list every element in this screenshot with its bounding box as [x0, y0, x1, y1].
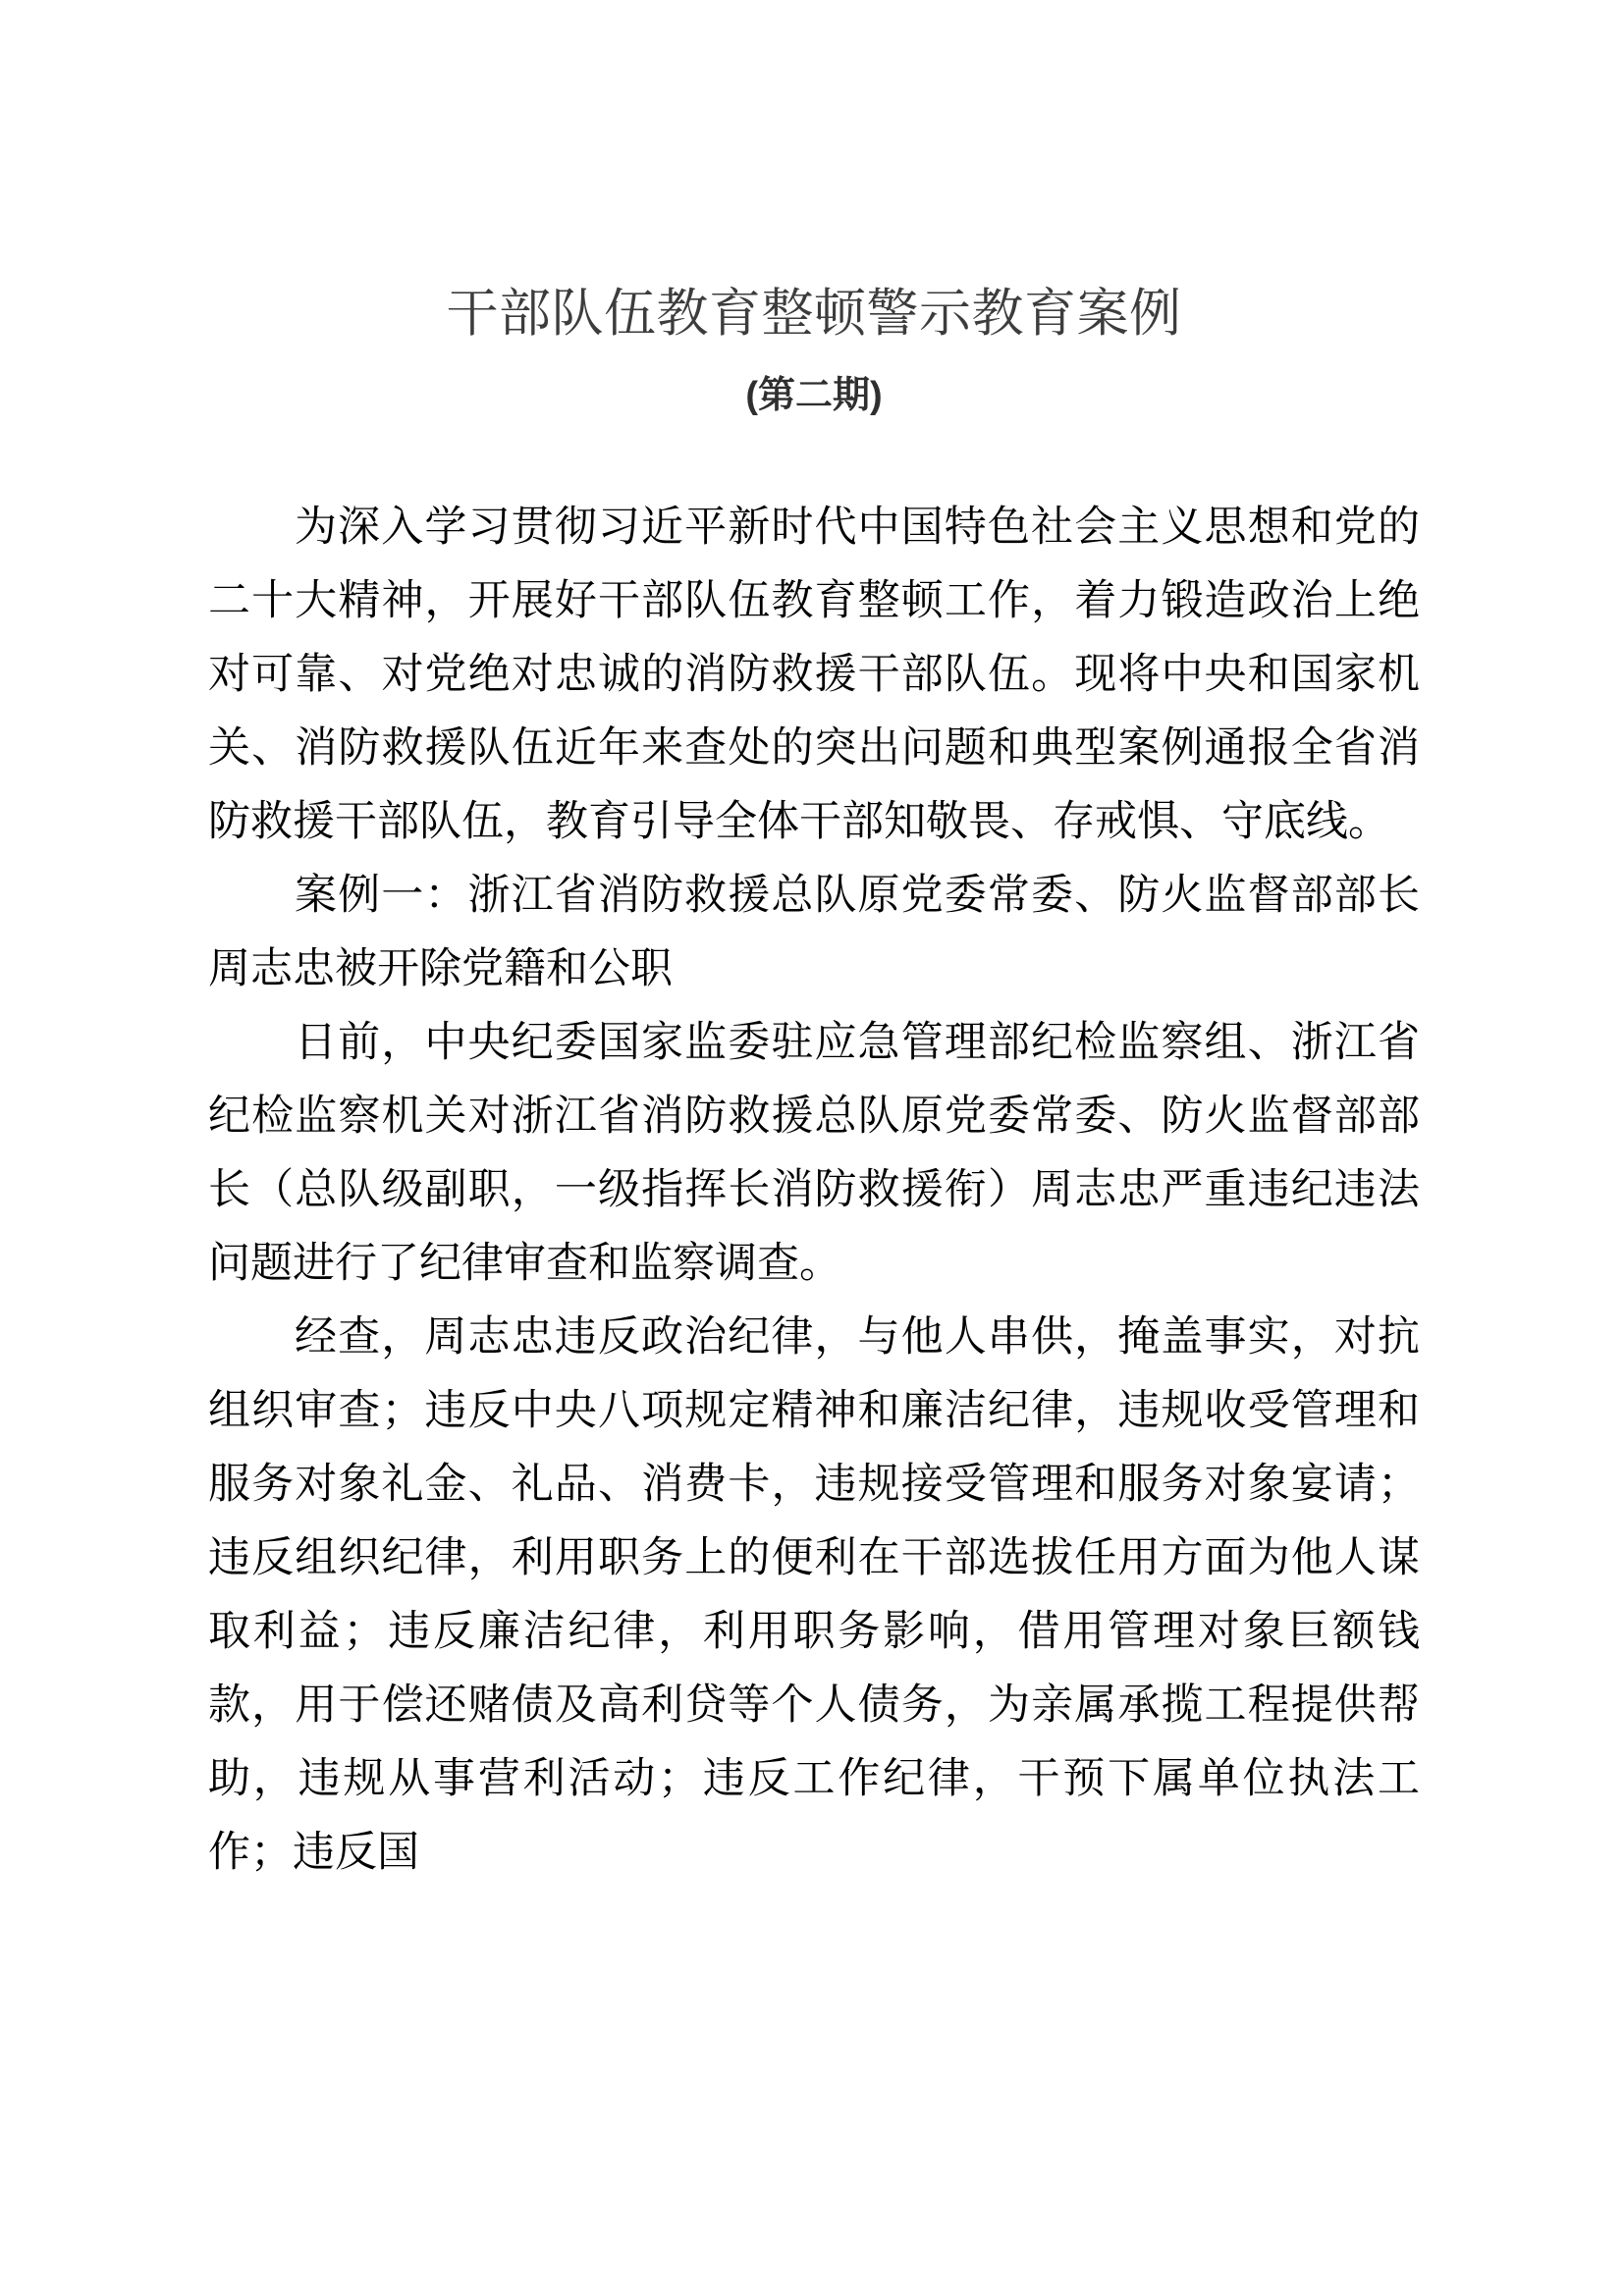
document-title: 干部队伍教育整顿警示教育案例 — [446, 285, 1182, 343]
paragraph-case-one-heading: 案例一：浙江省消防救援总队原党委常委、防火监督部部长周志忠被开除党籍和公职 — [208, 872, 1420, 993]
paragraph-case-one-findings: 经查，周志忠违反政治纪律，与他人串供，掩盖事实，对抗组织审查；违反中央八项规定精神和廉洁纪律，违规收受管理和服务对象礼金、礼品、消费卡，违规接受管理和服务对象宴请；违反组织纪律，利用职务上的便利在干部选拔任用方面为他人谋取利益；违反廉洁纪律，利用职务影响，借用管理对象巨额钱款，用于偿还赌债及高利贷等个人债务，为亲属承揽工程提供帮助，违规从事营利活动；违反工作纪律，干预下属单位执法工作；违反国 — [208, 1313, 1420, 1877]
document-content — [208, 420, 1420, 1890]
paragraph-case-one-investigation: 日前，中央纪委国家监委驻应急管理部纪检监察组、浙江省纪检监察机关对浙江省消防救援总队原党委常委、防火监督部部长（总队级副职，一级指挥长消防救援衔）周志忠严重违纪违法问题进行了纪律审查和监察调查。 — [208, 1019, 1420, 1288]
document-subtitle: (第二期) — [745, 374, 883, 416]
paragraph-intro: 为深入学习贯彻习近平新时代中国特色社会主义思想和党的二十大精神，开展好干部队伍教育整顿工作，着力锻造政治上绝对可靠、对党绝对忠诚的消防救援干部队伍。现将中央和国家机关、消防救援队伍近年来查处的突出问题和典型案例通报全省消防救援干部队伍，教育引导全体干部知敬畏、存戒惧、守底线。 — [208, 504, 1420, 846]
document-body — [208, 0, 1420, 1890]
